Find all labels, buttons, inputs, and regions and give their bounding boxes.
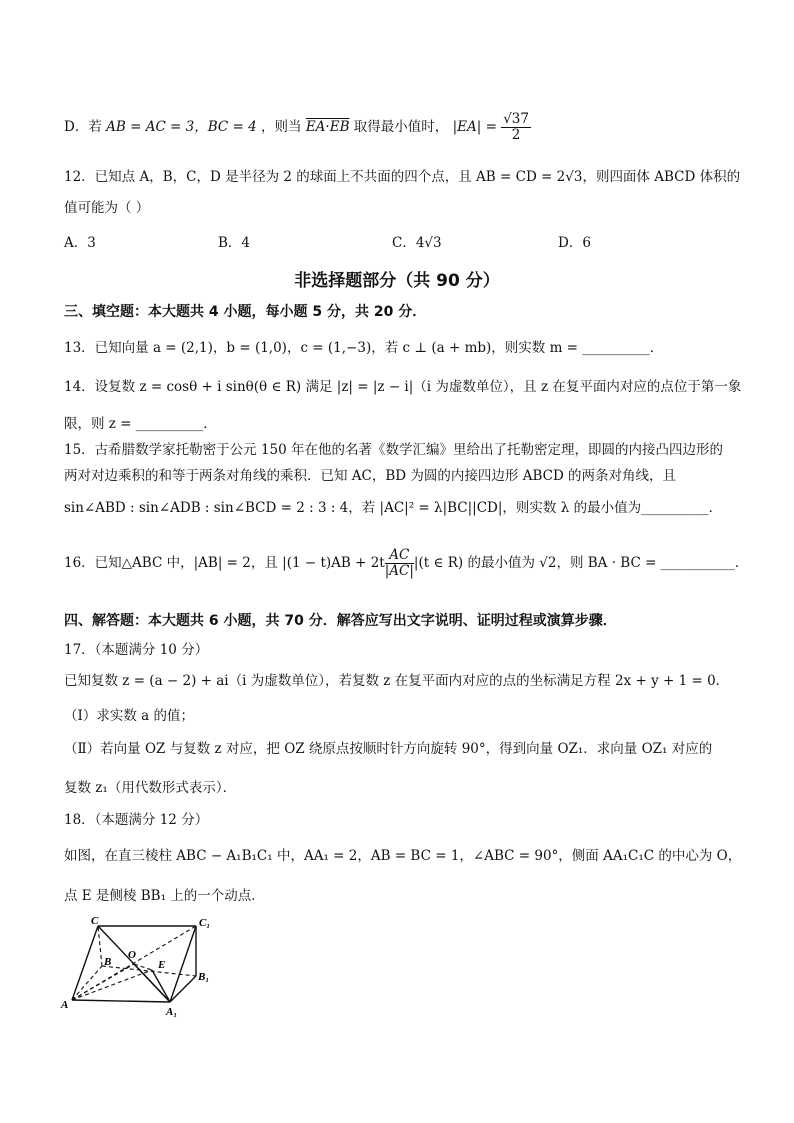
segment-a-o: [72, 964, 134, 1000]
section4-title: 四、解答题：本大题共 6 小题，共 70 分．解答应写出文字说明、证明过程或演算步骤．: [64, 613, 617, 629]
q15-line2: 两对对边乘积的和等于两条对角线的乘积．已知 AC，BD 为圆的内接四边形 ABCD 的两条对角线，且: [64, 468, 677, 484]
edge-b-c: [98, 926, 102, 966]
q11d-expr: EA·EB: [305, 118, 350, 135]
q11d-eq: =: [481, 118, 502, 135]
edge-a-a1: [72, 1000, 170, 1002]
edge-c1-a1: [170, 926, 196, 1002]
q14-line1: 14．设复数 z = cosθ + i sinθ(θ ∈ R) 满足 |z| = |z − i|（i 为虚数单位），且 z 在复平面内对应的点位于第一象: [64, 379, 742, 395]
edge-c-a: [72, 926, 98, 1000]
label-a: A: [61, 999, 69, 1011]
q11d-tail: 取得最小值时，: [353, 118, 449, 135]
section3-title: 三、填空题：本大题共 4 小题，每小题 5 分，共 20 分．: [64, 304, 427, 320]
q18-line2: 点 E 是侧棱 BB₁ 上的一个动点．: [64, 888, 265, 904]
q16-expr-left: |(1 − t)AB + 2t: [282, 554, 385, 571]
q11-option-d: [64, 112, 531, 143]
part2-title: 非选择题部分（共 90 分）: [294, 271, 500, 291]
q17-part1: （Ⅰ）求实数 a 的值；: [64, 708, 194, 724]
q17-part2-line1: （Ⅱ）若向量 OZ 与复数 z 对应，把 OZ 绕原点按顺时针方向旋转 90°，得到向量 OZ₁．求向量 OZ₁ 对应的: [64, 741, 713, 757]
q11d-abs: |EA|: [452, 118, 482, 135]
label-b: B: [104, 956, 112, 968]
q13: 13．已知向量 a = (2,1)，b = (1,0)，c = (1,−3)，若 c ⊥ (a + mb)，则实数 m = __________．: [64, 340, 664, 356]
q15-line3: sin∠ABD : sin∠ADB : sin∠BCD = 2 : 3 : 4，若 |AC|² = λ|BC||CD|，则实数 λ 的最小值为__________．: [64, 500, 723, 516]
q11d-cond: AB = AC = 3，BC = 4: [106, 118, 257, 135]
q16-fraction: [385, 548, 414, 579]
label-a1: A₁: [166, 1006, 178, 1018]
q14-line2: 限，则 z = __________．: [64, 416, 217, 432]
q12-option-b: B．4: [218, 235, 251, 251]
q16-frac-den: |AC|: [384, 562, 414, 579]
q12-line2: 值可能为（ ）: [64, 200, 150, 216]
label-o: O: [128, 949, 136, 961]
label-b1: B₁: [198, 971, 210, 983]
q11d-frac-den: 2: [511, 126, 521, 143]
q15-line1: 15．古希腊数学家托勒密于公元 150 年在他的名著《数学汇编》里给出了托勒密定理，即圆的内接凸四边形的: [64, 442, 724, 458]
q16: [64, 548, 748, 579]
q16-expr-right: |(t ∈ R) 的最小值为 √2，则 BA · BC = ___________．: [413, 554, 749, 571]
q12-option-d: D．6: [558, 235, 591, 251]
q17-line1: 已知复数 z = (a − 2) + ai（i 为虚数单位），若复数 z 在复平面内对应的点的坐标满足方程 2x + y + 1 = 0．: [64, 673, 730, 689]
q12-option-c: C．4√3: [392, 235, 442, 251]
q16-prefix: 16．已知△ABC 中，|AB| = 2，且: [64, 554, 278, 571]
label-c: C: [91, 915, 99, 927]
q16-frac-num: AC: [385, 548, 414, 564]
q12-line1: 12．已知点 A，B，C，D 是半径为 2 的球面上不共面的四个点，且 AB = CD = 2√3，则四面体 ABCD 体积的: [64, 169, 741, 185]
segment-a-e: [72, 970, 152, 1000]
q11d-mid: ，则当: [261, 118, 302, 135]
q18-header: 18．（本题满分 12 分）: [64, 812, 209, 828]
q12-option-a: A．3: [64, 235, 96, 251]
q11d-prefix: D．若: [64, 118, 102, 135]
q11d-frac-num: √37: [503, 111, 529, 127]
label-c1: C₁: [199, 917, 211, 929]
q18-line1: 如图，在直三棱柱 ABC − A₁B₁C₁ 中，AA₁ = 2，AB = BC = 1，∠ABC = 90°，侧面 AA₁C₁C 的中心为 O，: [64, 848, 742, 864]
q17-header: 17．（本题满分 10 分）: [64, 642, 209, 658]
q17-part2-line2: 复数 z₁（用代数形式表示）．: [64, 780, 237, 796]
q11d-fraction: [501, 112, 531, 143]
prism-figure: [60, 912, 230, 1018]
label-e: E: [158, 959, 166, 971]
